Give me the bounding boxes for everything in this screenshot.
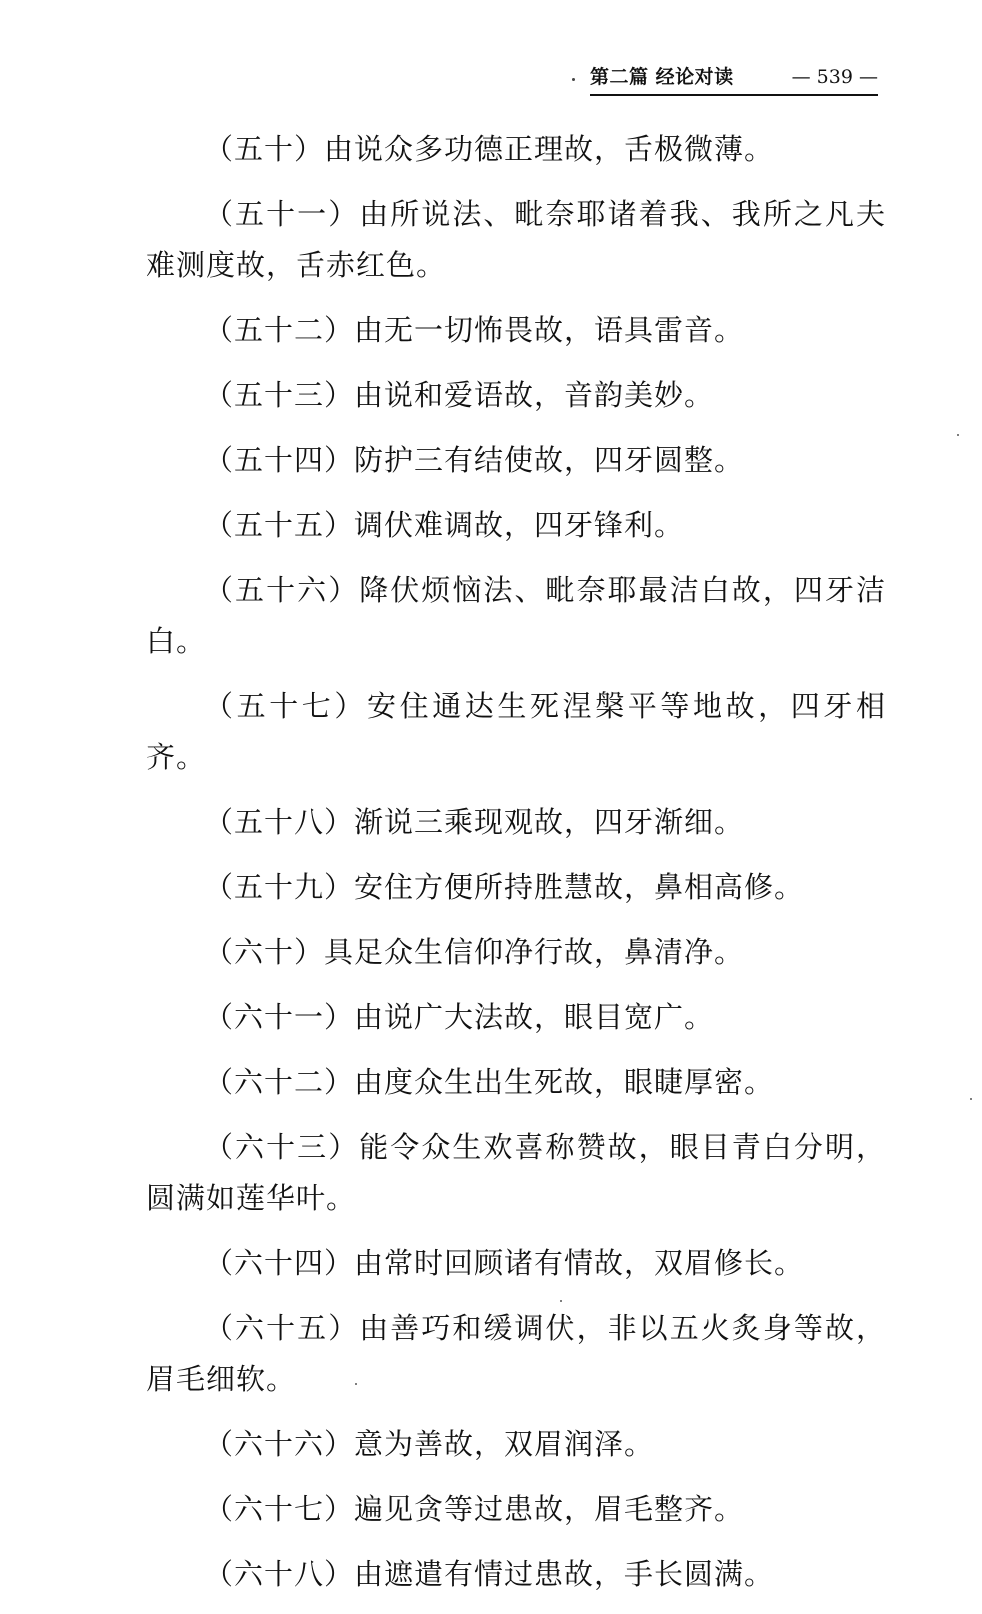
paragraph-62: （六十二）由度众生出生死故，眼睫厚密。 [204, 1065, 775, 1099]
body-text [146, 124, 886, 1614]
paragraph-64: （六十四）由常时回顾诸有情故，双眉修长。 [204, 1246, 805, 1280]
page-number: — 539 — [791, 66, 878, 88]
paragraph-63: （六十三）能令众生欢喜称赞故，眼目青白分明，圆满如莲华叶。 [146, 1130, 886, 1215]
paragraph-52: （五十二）由无一切怖畏故，语具雷音。 [204, 313, 745, 347]
paragraph-50: （五十）由说众多功德正理故，舌极微薄。 [204, 132, 775, 166]
paragraph-57: （五十七）安住通达生死涅槃平等地故，四牙相齐。 [146, 689, 886, 774]
running-title: 第二篇 经论对读 [590, 66, 734, 88]
paragraph-56: （五十六）降伏烦恼法、毗奈耶最洁白故，四牙洁白。 [146, 573, 886, 658]
scan-speck [560, 1300, 562, 1302]
paragraph-61: （六十一）由说广大法故，眼目宽广。 [204, 1000, 715, 1034]
paragraph-68: （六十八）由遮遣有情过患故，手长圆满。 [204, 1557, 775, 1591]
paragraph-58: （五十八）渐说三乘现观故，四牙渐细。 [204, 805, 745, 839]
paragraph-55: （五十五）调伏难调故，四牙锋利。 [204, 508, 685, 542]
paragraph-67: （六十七）遍见贪等过患故，眉毛整齐。 [204, 1492, 745, 1526]
scan-speck [957, 434, 959, 436]
scan-speck [572, 78, 575, 81]
paragraph-53: （五十三）由说和爱语故，音韵美妙。 [204, 378, 715, 412]
paragraph-60: （六十）具足众生信仰净行故，鼻清净。 [204, 935, 745, 969]
paragraph-59: （五十九）安住方便所持胜慧故，鼻相高修。 [204, 870, 805, 904]
paragraph-54: （五十四）防护三有结使故，四牙圆整。 [204, 443, 745, 477]
scan-speck [970, 1098, 972, 1100]
paragraph-51: （五十一）由所说法、毗奈耶诸着我、我所之凡夫难测度故，舌赤红色。 [146, 197, 886, 282]
paragraph-66: （六十六）意为善故，双眉润泽。 [204, 1427, 655, 1461]
page-header [590, 60, 878, 96]
scan-speck [355, 1383, 357, 1385]
paragraph-65: （六十五）由善巧和缓调伏，非以五火炙身等故，眉毛细软。 [146, 1311, 886, 1396]
